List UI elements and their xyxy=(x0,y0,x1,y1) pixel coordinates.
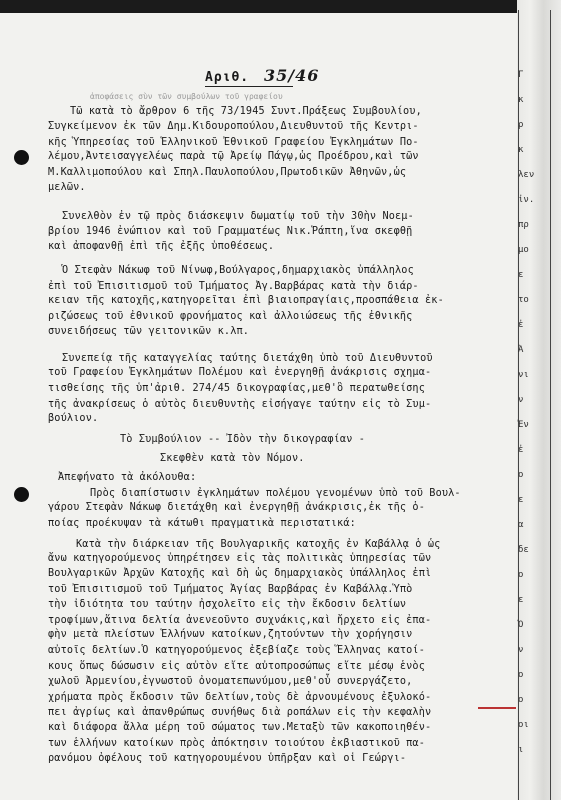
punch-hole xyxy=(14,487,29,502)
text-line: ριζώσεως τοῦ ἐθνικοῦ φρονήματος καὶ ἀλλοιώσεως τῆς ἐθνικῆς xyxy=(48,311,413,322)
margin-note: Γ xyxy=(518,70,524,80)
text-line: τῆς ἀνακρίσεως ὁ αὐτὸς διευθυντὴς εἰσήγαγε ταύτην εἰς τὸ Συμ- xyxy=(48,399,432,410)
margin-note: λεν xyxy=(518,170,535,180)
margin-note: α xyxy=(518,520,524,530)
margin-note: ρ xyxy=(518,120,524,130)
margin-note: ο xyxy=(518,695,524,705)
margin-note: ε xyxy=(518,595,524,605)
text-line: ρανόμου ὀφέλους τοῦ κατηγορουμένου ὑπῆρξαν καὶ οἱ Γεώργι- xyxy=(48,753,407,764)
scan-edge-line xyxy=(550,10,551,800)
text-line: μελῶν. xyxy=(48,182,86,193)
margin-note: ο xyxy=(518,470,524,480)
text-line: ἐπὶ τοῦ Ἐπισιτισμοῦ τοῦ Τμήματος Ἀγ.Βαρβάρας κατὰ τὴν διάρ- xyxy=(48,281,419,292)
text-line: Τῶ κατὰ τὸ ἄρθρον 6 τῆς 73/1945 Συντ.Πράξεως Συμβουλίου, xyxy=(70,106,422,117)
text-line: Τὸ Συμβούλιον -- Ἰδὸν τὴν δικογραφίαν - xyxy=(120,434,366,445)
text-line: τροφίμων,ἅτινα δελτία ἀνενεοῦντο συχνάκις,καὶ ἤρχετο εἰς ἐπα- xyxy=(48,615,432,626)
text-line: τὴν ἰδιότητα του ταύτην ἠσχολεῖτο εἰς τὴν ἔκδοσιν δελτίων xyxy=(48,599,407,610)
margin-note: ο xyxy=(518,670,524,680)
text-line: τισθείσης τῆς ὑπ'ἀριθ. 274/45 δικογραφίας,μεθ'ὃ περατωθείσης xyxy=(48,383,426,394)
text-line: γάρου Στεφὰν Νάκωφ διετάχθη καὶ ἐνεργηθῇ ἀνάκρισις,ἐκ τῆς ὁ- xyxy=(48,502,426,513)
document-number xyxy=(205,66,319,85)
red-pencil-mark xyxy=(478,707,516,709)
margin-note: ἐ xyxy=(518,445,524,455)
margin-note: Ὁ xyxy=(518,620,524,630)
text-line: κους ὅπως δώσωσιν εἰς αὐτὸν εἴτε αὐτοπροσώπως εἴτε μέσῳ ἑνὸς xyxy=(48,661,426,672)
text-line: Βουλγαρικῶν Ἀρχῶν Κατοχῆς καὶ δὴ ὡς δημαρχιακὸς ὑπάλληλος ἐπὶ xyxy=(48,568,432,579)
text-line: βρίου 1946 ἐνώπιον καὶ τοῦ Γραμματέως Νικ.Ῥάπτη,ἵνα σκεφθῇ xyxy=(48,226,413,237)
text-line: κειαν τῆς κατοχῆς,κατηγορεῖται ἐπὶ βιαιοπραγίαις,προσπάθεια ἐκ- xyxy=(48,295,444,306)
faint-header-text: ἀποφάσεις σὺν τῶν συμβούλων τοῦ γραφείου xyxy=(90,92,283,101)
text-line: Σκεφθὲν κατὰ τὸν Νόμον. xyxy=(160,453,305,464)
text-line: τοῦ Ἐπισιτισμοῦ τοῦ Τμήματος Ἁγίας Βαρβάρας ἐν Καβάλλᾳ.Ὑπὸ xyxy=(48,584,413,595)
margin-note: ε xyxy=(518,270,524,280)
margin-note: ν xyxy=(518,645,524,655)
text-line: τοῦ Γραφείου Ἐγκλημάτων Πολέμου καὶ ἐνεργηθῇ ἀνάκρισις σχημα- xyxy=(48,367,432,378)
document-number-label: Αριθ. xyxy=(205,70,250,85)
margin-note: δε xyxy=(518,545,529,555)
text-line: Ὁ Στεφὰν Νάκωφ τοῦ Νίνωφ,Βούλγαρος,δημαρχιακὸς ὑπάλληλος xyxy=(62,265,414,276)
text-line: Ἀπεφήνατο τὰ ἀκόλουθα: xyxy=(58,472,197,483)
margin-note: πρ xyxy=(518,220,529,230)
punch-hole xyxy=(14,150,29,165)
text-line: καὶ διάφορα ἄλλα μέρη τοῦ σώματος των.Μεταξὺ τῶν κακοποιηθέν- xyxy=(48,722,432,733)
margin-note: κ xyxy=(518,95,524,105)
margin-note: κ xyxy=(518,145,524,155)
text-line: αὐτοῖς δελτίων.Ὁ κατηγορούμενος ἐξεβίαζε τοὺς Ἕλληνας κατοί- xyxy=(48,645,426,656)
margin-note: ἰν. xyxy=(518,195,535,205)
margin-note: ν xyxy=(518,395,524,405)
text-line: καὶ ἀποφανθῇ ἐπὶ τῆς ἐξῆς ὑποθέσεως. xyxy=(48,241,275,252)
text-line: χρήματα πρὸς ἔκδοσιν τῶν δελτίων,τοὺς δὲ ἀρνουμένους ἐξυλοκό- xyxy=(48,692,432,703)
text-line: Πρὸς διαπίστωσιν ἐγκλημάτων πολέμου γενομένων ὑπὸ τοῦ Βουλ- xyxy=(90,488,461,499)
margin-note: οι xyxy=(518,720,529,730)
text-line: βούλιον. xyxy=(48,413,99,424)
text-line: Συνεπείᾳ τῆς καταγγελίας ταύτης διετάχθη ὑπὸ τοῦ Διευθυντοῦ xyxy=(62,353,433,364)
text-line: πει ἀγρίως καὶ ἀπανθρώπως συνήθως διὰ ροπάλων εἰς τὴν κεφαλὴν xyxy=(48,707,432,718)
text-line: συνειδήσεως τῶν γειτονικῶν κ.λπ. xyxy=(48,326,250,337)
margin-note: ι xyxy=(518,745,524,755)
text-line: κῆς Ὑπηρεσίας τοῦ Ἑλληνικοῦ Ἐθνικοῦ Γραφείου Ἐγκλημάτων Πο- xyxy=(48,137,419,148)
text-line: λέμου,Ἀντεισαγγελέως παρὰ τῷ Ἀρείῳ Πάγῳ,ὡς Προέδρου,καὶ τῶν xyxy=(48,151,419,162)
margin-note: ε xyxy=(518,495,524,505)
number-underline xyxy=(205,86,293,87)
text-line: Κατὰ τὴν διάρκειαν τῆς Βουλγαρικῆς κατοχῆς ἐν Καβάλλᾳ ὁ ὡς xyxy=(76,539,441,550)
text-line: ποίας προέκυψαν τὰ κάτωθι πραγματικὰ περιστατικά: xyxy=(48,518,356,529)
margin-note: ἐ xyxy=(518,320,524,330)
margin-note: νι xyxy=(518,370,529,380)
text-line: χωλοῦ Ἀρμενίου,ἐγνωστοῦ ὀνοματεπωνύμου,μεθ'οὗ συνεργάζετο, xyxy=(48,676,413,687)
margin-note: Ἐν xyxy=(518,420,529,430)
text-line: Συνελθὸν ἐν τῷ πρὸς διάσκεψιν δωματίῳ τοῦ τὴν 30ὴν Νοεμ- xyxy=(62,211,414,222)
scan-top-border xyxy=(0,0,561,13)
margin-note: το xyxy=(518,295,529,305)
text-line: των ἑλλήνων κατοίκων πρὸς ἀπόκτησιν τοιούτου ἐκβιαστικοῦ πα- xyxy=(48,738,426,749)
text-line: ἄνω κατηγορούμενος ὑπηρέτησεν εἰς τὰς πολιτικὰς ὑπηρεσίας τῶν xyxy=(48,553,432,564)
margin-note: μο xyxy=(518,245,529,255)
text-line: Μ.Καλλιμοπούλου καὶ Σπηλ.Παυλοπούλου,Πρωτοδικῶν Ἀθηνῶν,ὡς xyxy=(48,167,407,178)
text-line: Συγκείμενον ἐκ τῶν Δημ.Κιδουροπούλου,Διευθυντοῦ τῆς Κεντρι- xyxy=(48,121,419,132)
margin-note: ο xyxy=(518,570,524,580)
margin-note: Ἀ xyxy=(518,345,524,355)
text-line: φὴν μετὰ πλείστων Ἑλλήνων κατοίκων,ζητούντων τὴν χορήγησιν xyxy=(48,629,413,640)
document-number-value: 35/46 xyxy=(263,66,320,85)
scan-right-edge xyxy=(517,0,561,800)
